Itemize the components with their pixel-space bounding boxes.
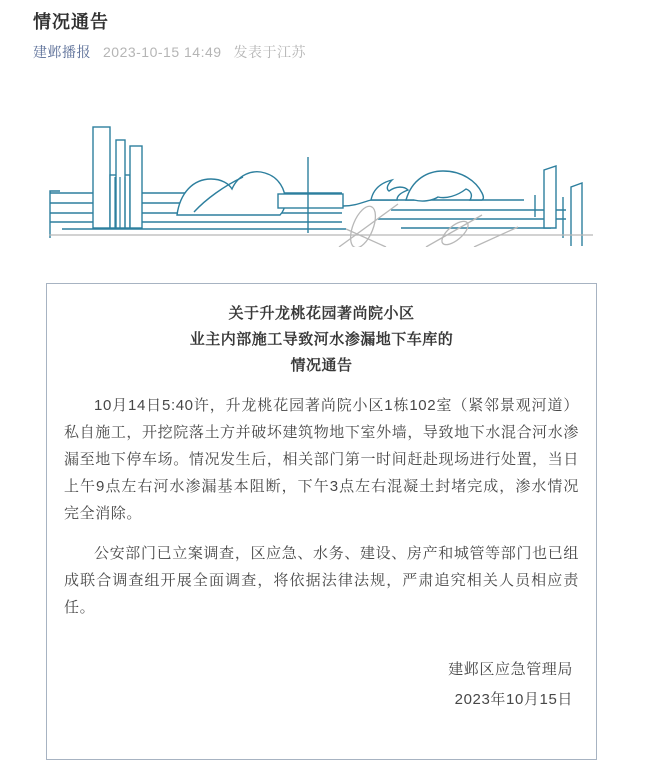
- signature-agency: 建邺区应急管理局: [448, 661, 573, 678]
- page-title: 情况通告: [33, 12, 109, 32]
- notice-title-line: 关于升龙桃花园著尚院小区: [228, 305, 415, 322]
- notice-title-line: 业主内部施工导致河水渗漏地下车库的: [189, 331, 454, 348]
- notice-title: [64, 301, 579, 379]
- city-skyline-line-art-icon: [46, 107, 598, 247]
- byline: [0, 34, 649, 62]
- notice-title-line: 情况通告: [290, 357, 353, 374]
- notice-box: [46, 283, 597, 760]
- skyline-illustration: [46, 107, 598, 247]
- account-link[interactable]: 建邺播报: [33, 44, 91, 60]
- signature-date: 2023年10月15日: [454, 691, 573, 708]
- publish-time: 2023-10-15 14:49: [103, 44, 222, 60]
- notice-paragraph-2: 公安部门已立案调查，区应急、水务、建设、房产和城管等部门也已组成联合调查组开展全面调查，将依据法律法规，严肃追究相关人员相应责任。: [64, 545, 579, 616]
- notice-paragraph-1: 10月14日5:40许，升龙桃花园著尚院小区1栋102室（紧邻景观河道）私自施工，开挖院落土方并破坏建筑物地下室外墙，导致地下水混合河水渗漏至地下停车场。情况发生后，相关部门第一时间赶赴现场进行处置，当日上午9点左右河水渗漏基本阻断，下午3点左右混凝土封堵完成，渗水情况完全消除。: [64, 397, 579, 522]
- publish-location: 发表于江苏: [233, 44, 307, 60]
- notice-signature: [64, 655, 579, 715]
